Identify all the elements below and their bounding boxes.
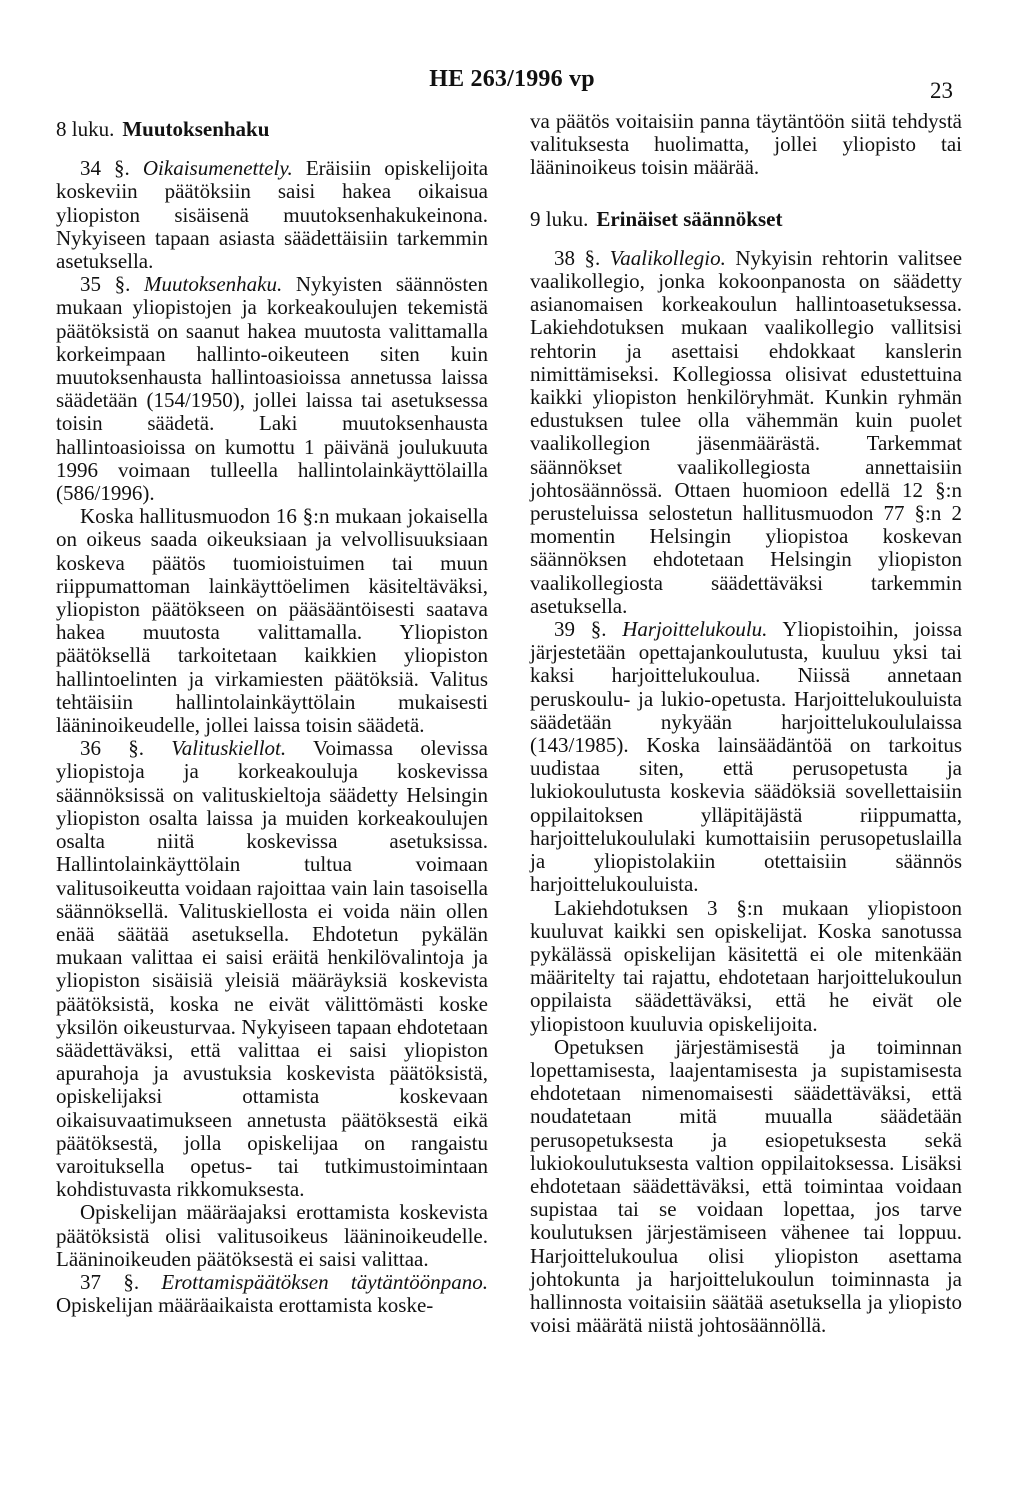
section-text: Yliopistoihin, joissa järjestetään opettajankoulutusta, kuuluu yksi tai kaksi harjoittelukoulua. Niissä annetaan peruskoulu- ja lukio-opetusta. Harjoittelukouluista säädetään nykyään harjoittelukoululaissa (143/1985). Koska lainsäädäntöä on tarkoitus uudistaa siten, että perusopetusta ja lukiokoulutusta koskevia säädöksiä sovellettaisiin oppilaitoksen ylläpitäjästä riippumatta, harjoittelukoululaki kumottaisiin perusopetuslailla ja yliopistolakiin otettaisiin säännös harjoittelukouluista. bbox=[530, 617, 963, 897]
section-paragraph bbox=[530, 618, 962, 896]
section-text: Nykyisten säännösten mukaan yliopistojen ja korkeakoulujen tekemistä päätöksistä on saanut hakea muutosta valittamalla korkeimpaan hallinto-oikeuteen siten kuin muutoksenhausta hallintoasioissa annetussa laissa säädetään (154/1950), jollei laissa tai asetuksessa toisin säädetä. Laki muutoksenhausta hallintoasioissa on kumottu 1 päivänä joulukuuta 1996 voimaan tulleella hallintolainkäyttölailla (586/1996). bbox=[56, 272, 488, 506]
section-number: 34 §. bbox=[80, 156, 130, 181]
paragraph-text: Lakiehdotuksen 3 §:n mukaan yliopistoon kuuluvat kaikki sen opiskelijat. Koska sanotussa pykälässä opiskelijan käsitettä ei ole mitenkään määritelty tai rajattu, ehdotetaan harjoittelukoulun oppilaista säädettäväksi, että he eivät ole yliopistoon kuuluvia opiskelijoita. bbox=[530, 895, 962, 1036]
section-number: 38 §. bbox=[554, 245, 601, 270]
chapter-heading bbox=[530, 208, 962, 231]
paragraph-text: Koska hallitusmuodon 16 §:n mukaan jokaisella on oikeus saada oikeuksiaan ja velvollisuuksiaan koskeva päätös tuomioistuimen tai muun riippumattoman lainkäyttöelimen käsiteltäväksi, yliopiston päätökseen on pääsääntöisesti saatava hakea muutosta valittamalla. Yliopiston päätöksellä tarkoitetaan kaikkien yliopiston hallintoelinten ja virkamiesten päätöksiä. Valitus tehtäisiin hallintolainkäyttölain mukaisesti lääninoikeudelle, jollei laissa toisin säädetä. bbox=[56, 504, 488, 738]
paragraph-text: Opiskelijan määräajaksi erottamista koskevista päätöksistä olisi valitusoikeus lääninoikeudelle. Lääninoikeuden päätöksestä ei saisi valittaa. bbox=[56, 1200, 488, 1271]
body-paragraph bbox=[56, 1201, 488, 1271]
document-id-header: HE 263/1996 vp bbox=[429, 66, 595, 92]
section-paragraph bbox=[530, 247, 962, 618]
section-paragraph bbox=[56, 157, 488, 273]
continued-paragraph bbox=[530, 110, 962, 180]
left-column bbox=[56, 110, 488, 1317]
paragraph-text: Opetuksen järjestämisestä ja toiminnan lopettamisesta, laajentamisesta ja supistamisesta ehdotetaan nimenomaisesti säädettäväksi, että noudatetaan mitä muualla säädetään perusopetuksesta ja esiopetuksesta sekä lukiokoulutuksesta valtion oppilaitoksessa. Lisäksi ehdotetaan säädettäväksi, että toimintaa voidaan supistaa tai se voidaan lopettaa, jos tarve koulutuksen järjestämiseen vähenee tai loppuu. Harjoittelukoulua olisi yliopiston asettama johtokunta ja harjoittelukoulun toiminnasta ja hallinnosta voitaisiin säätää asetuksella ja yliopisto voisi määrätä niistä johtosäännöllä. bbox=[530, 1034, 962, 1338]
section-title: Vaalikollegio. bbox=[609, 245, 726, 270]
section-title: Muutoksenhaku. bbox=[144, 272, 283, 297]
section-number: 39 §. bbox=[554, 617, 607, 642]
chapter-number: 8 luku. bbox=[56, 117, 115, 141]
section-number: 37 §. bbox=[80, 1269, 140, 1294]
page-number: 23 bbox=[930, 78, 953, 103]
section-title: Erottamispäätöksen täytäntöönpano. bbox=[161, 1269, 489, 1294]
section-title: Harjoittelukoulu. bbox=[622, 617, 768, 642]
chapter-heading bbox=[56, 118, 488, 141]
section-paragraph bbox=[56, 1271, 488, 1317]
section-title: Oikaisumenettely. bbox=[142, 156, 293, 181]
body-paragraph bbox=[56, 505, 488, 737]
section-text: Nykyisin rehtorin valitsee vaalikollegio, jonka kokoonpanosta on säädetty asianomaisen korkeakoulun hallintoasetuksessa. Lakiehdotuksen mukaan vaalikollegio vallitsisi rehtorin ja asettaisi ehdokkaat kanslerin nimittämiseksi. Kollegiossa olisivat edustettuina kaikki yliopiston henkilöryhmät. Kunkin ryhmän edustuksen tulee olla vähemmän kuin puolet vaalikollegion jäsenmäärästä. Tarkemmat säännökset vaalikollegiosta annettaisiin johtosäännössä. Ottaen huomioon edellä 12 §:n perusteluissa selostetun hallitusmuodon 77 §:n 2 momentin Helsingin yliopistoa koskevan säännöksen ehdotetaan Helsingin yliopiston vaalikollegiosta säädettäväksi tarkemmin asetuksella. bbox=[530, 245, 963, 618]
body-paragraph bbox=[530, 1036, 962, 1338]
section-text: Voimassa olevissa yliopistoja ja korkeakouluja koskevissa säännöksissä on valituskieltoja säädetty Helsingin yliopiston osalta laissa ja muiden korkeakoulujen osalta niitä koskevissa asetuksissa. Hallintolainkäyttölain tultua voimaan valitusoikeutta voidaan rajoittaa vain lain tasoisella säännöksellä. Valituskiellosta ei voida näin ollen enää säätää asetuksella. Ehdotetun pykälän mukaan valittaa ei saisi eräitä henkilövalintoja ja yliopiston sisäisiä yleisiä määräyksiä koskevista päätöksistä, koska ne eivät välittömästi koske yksilön oikeusturvaa. Nykyiseen tapaan ehdotetaan säädettäväksi, että valittaa ei saisi yliopiston apurahoja ja avustuksia koskevista päätöksistä, opiskelijaksi ottamista koskevaan oikaisuvaatimukseen annetusta päätöksestä eikä päätöksestä, jolla opiskelijaa on rangaistu varoituksella opetus- tai tutkimustoimintaan kohdistuvasta rikkomuksesta. bbox=[56, 736, 488, 1202]
body-paragraph bbox=[530, 897, 962, 1036]
chapter-number: 9 luku. bbox=[530, 206, 589, 231]
paragraph-text: va päätös voitaisiin panna täytäntöön siitä tehdystä valituksesta huolimatta, jollei yliopisto tai lääninoikeus toisin määrää. bbox=[530, 109, 962, 180]
section-number: 35 §. bbox=[80, 272, 131, 297]
section-text: Eräisiin opiskelijoita koskeviin päätöksiin saisi hakea oikaisua yliopiston sisäisenä muutoksenhakukeinona. Nykyiseen tapaan asiasta säädettäisiin tarkemmin asetuksella. bbox=[56, 156, 489, 274]
section-paragraph bbox=[56, 737, 488, 1201]
right-column bbox=[530, 110, 962, 1337]
section-title: Valituskiellot. bbox=[171, 736, 287, 761]
section-number: 36 §. bbox=[80, 736, 144, 761]
chapter-title: Erinäiset säännökset bbox=[596, 206, 783, 231]
section-text: Opiskelijan määräaikaista erottamista koske- bbox=[56, 1293, 434, 1318]
section-paragraph bbox=[56, 273, 488, 505]
chapter-title: Muutoksenhaku bbox=[122, 117, 270, 141]
